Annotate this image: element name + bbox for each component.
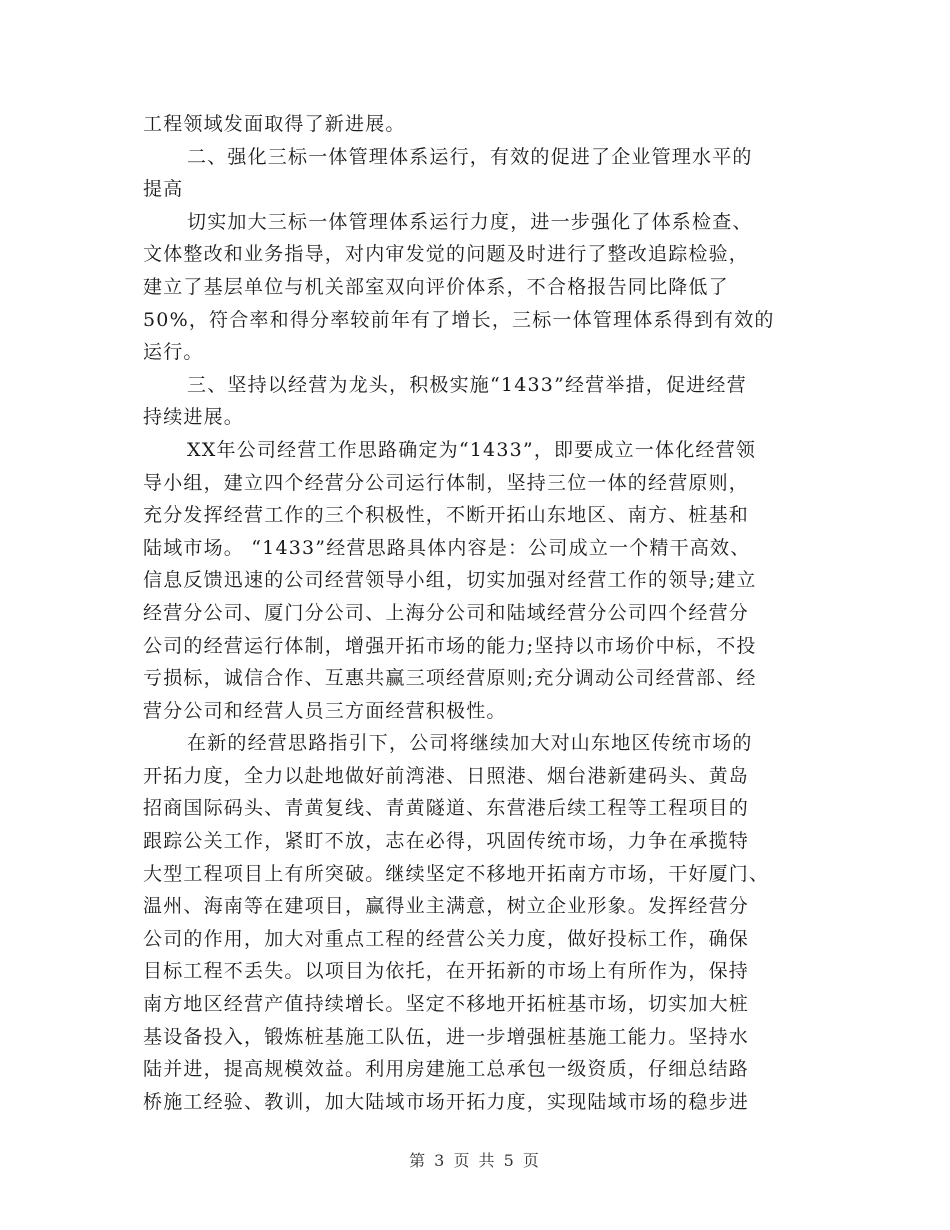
text-line: 营分公司和经营人员三方面经营积极性。 (143, 699, 507, 722)
text-line: 跟踪公关工作，紧盯不放，志在必得，巩固传统市场，力争在承揽特 (143, 830, 750, 853)
text-line: 亏损标，诚信合作、互惠共赢三项经营原则;充分调动公司经营部、经 (143, 667, 757, 690)
text-line: 提高 (143, 178, 184, 201)
text-line: 文体整改和业务指导，对内审发觉的问题及时进行了整改追踪检验， (143, 243, 750, 266)
text-line: 陆并进，提高规模效益。利用房建施工总承包一级资质，仔细总结路 (143, 1058, 750, 1081)
text-line: 切实加大三标一体管理体系运行力度，进一步强化了体系检查、 (187, 210, 753, 233)
text-line: 基设备投入，锻炼桩基施工队伍，进一步增强桩基施工能力。坚持水 (143, 1025, 750, 1048)
text-line: 运行。 (143, 341, 204, 364)
text-line: 公司的作用，加大对重点工程的经营公关力度，做好投标工作，确保 (143, 927, 750, 950)
text-line: 陆域市场。 “1433”经营思路具体内容是：公司成立一个精干高效、 (143, 536, 751, 559)
text-line: 公司的经营运行体制，增强开拓市场的能力;坚持以市场价中标，不投 (143, 634, 757, 657)
text-line: 建立了基层单位与机关部室双向评价体系，不合格报告同比降低了 (143, 275, 729, 298)
text-line: 温州、海南等在建项目，赢得业主满意，树立企业形象。发挥经营分 (143, 895, 750, 918)
text-line: 导小组，建立四个经营分公司运行体制，坚持三位一体的经营原则， (143, 471, 750, 494)
text-line: 工程领域发面取得了新进展。 (143, 113, 406, 135)
text-line: 经营分公司、厦门分公司、上海分公司和陆域经营分公司四个经营分 (143, 601, 750, 624)
text-line: 南方地区经营产值持续增长。坚定不移地开拓桩基市场，切实加大桩 (143, 993, 750, 1016)
text-line: 桥施工经验、教训，加大陆域市场开拓力度，实现陆域市场的稳步进 (143, 1090, 750, 1113)
text-line: 信息反馈迅速的公司经营领导小组，切实加强对经营工作的领导;建立 (143, 569, 757, 592)
text-line: 招商国际码头、青黄复线、青黄隧道、东营港后续工程等工程项目的 (143, 797, 750, 820)
text-line: 50%，符合率和得分率较前年有了增长，三标一体管理体系得到有效的 (143, 308, 775, 331)
document-body (143, 108, 808, 1118)
text-line: 充分发挥经营工作的三个积极性，不断开拓山东地区、南方、桩基和 (143, 504, 750, 527)
text-line: 三、坚持以经营为龙头，积极实施“1433”经营举措，促进经营 (187, 373, 747, 396)
text-line: 持续进展。 (143, 406, 245, 429)
text-line: XX年公司经营工作思路确定为“1433”，即要成立一体化经营领 (187, 438, 757, 461)
text-line: 大型工程项目上有所突破。继续坚定不移地开拓南方市场，干好厦门、 (143, 862, 770, 885)
text-line: 目标工程不丢失。以项目为依托，在开拓新的市场上有所作为，保持 (143, 960, 750, 983)
text-line: 开拓力度，全力以赴地做好前湾港、日照港、烟台港新建码头、黄岛 (143, 764, 750, 787)
text-line: 在新的经营思路指引下，公司将继续加大对山东地区传统市场的 (187, 732, 753, 755)
page-footer: 第 3 页 共 5 页 (409, 1151, 541, 1170)
text-line: 二、强化三标一体管理体系运行，有效的促进了企业管理水平的 (187, 145, 753, 168)
